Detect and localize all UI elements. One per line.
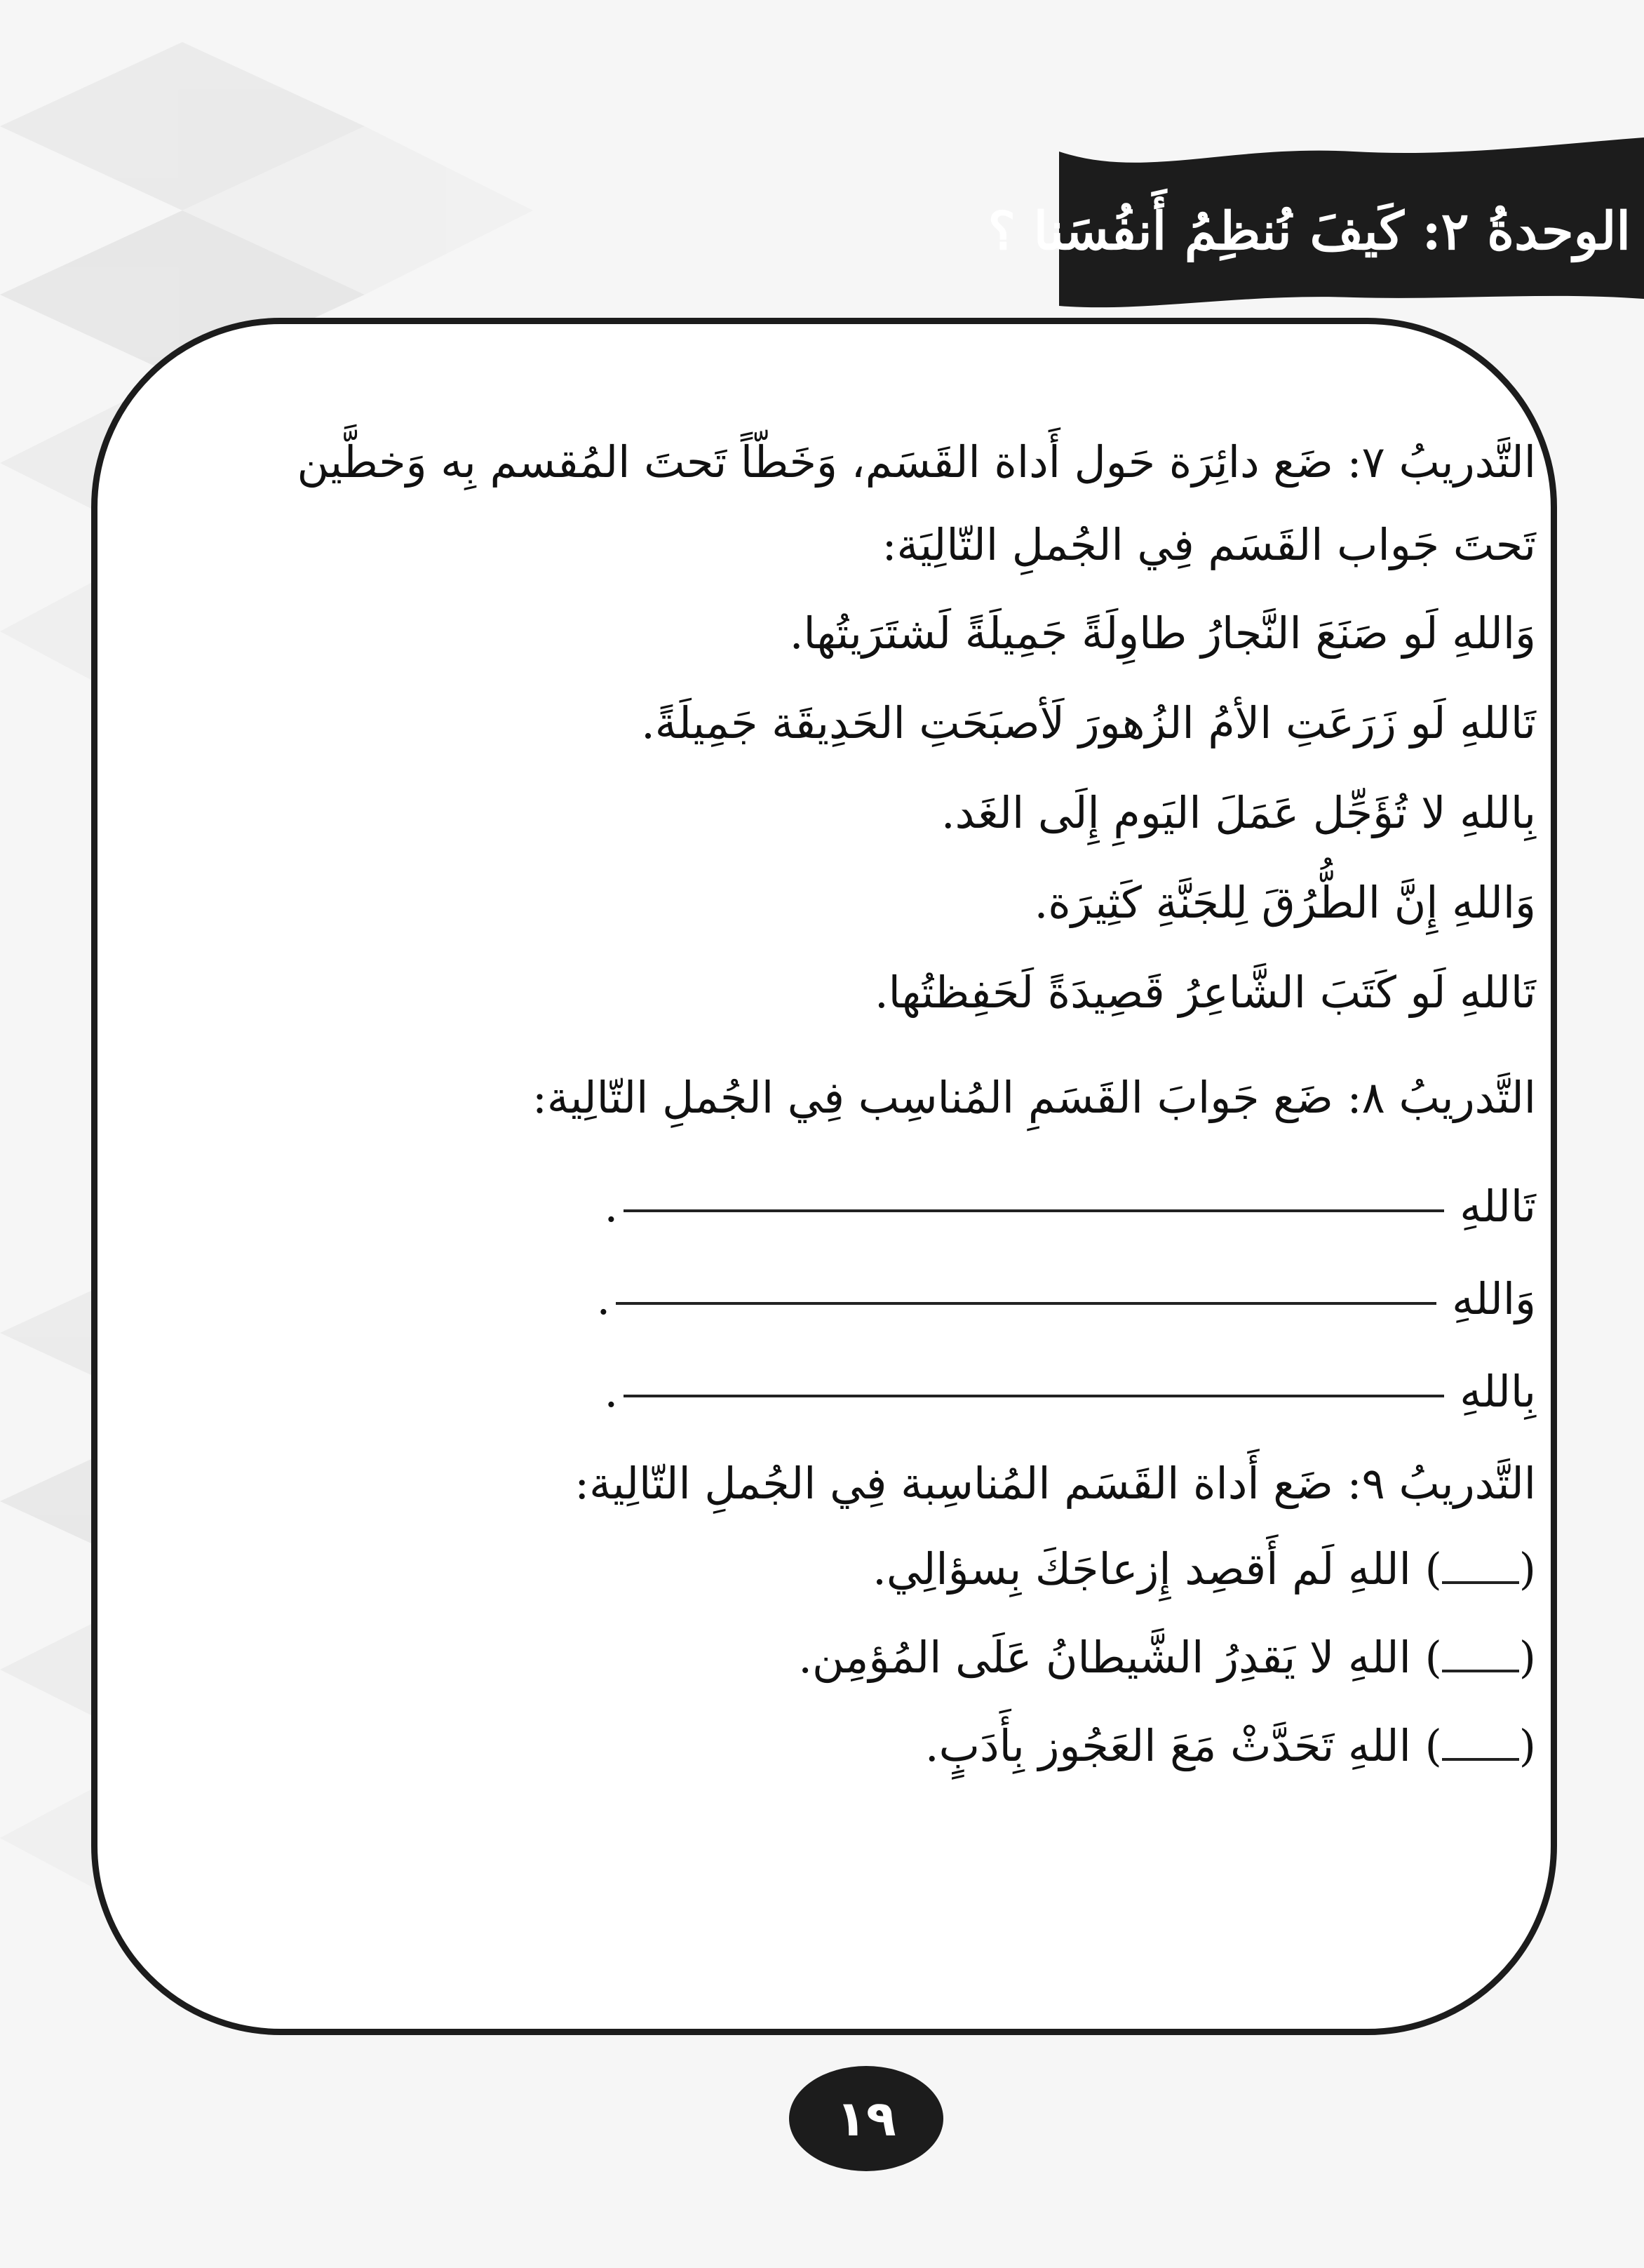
- sentence-period: .: [604, 1181, 619, 1232]
- oath-word: وَاللهِ: [1452, 1273, 1536, 1324]
- close-paren: ): [1424, 1632, 1442, 1683]
- exercise-9-item-1: [231, 1525, 1536, 1613]
- exercise-8-item-3: [231, 1324, 1536, 1417]
- exercise-8-item-2: [231, 1232, 1536, 1324]
- sentence-period: .: [596, 1273, 611, 1324]
- open-paren: (: [1518, 1543, 1536, 1595]
- open-paren: (: [1518, 1720, 1536, 1771]
- exercise-7-sentence-3: بِاللهِ لا تُؤَجِّل عَمَلَ اليَومِ إِلَى الغَد.: [941, 787, 1536, 838]
- exercise-9-title: التَّدريبُ ٩: ضَع أَداة القَسَم المُناسِبة فِي الجُملِ التّالِية:: [574, 1458, 1536, 1509]
- exercise-9-item-3: [231, 1702, 1536, 1790]
- sentence-text: اللهِ لَم أَقصِد إِزعاجَكَ بِسؤالِي.: [872, 1543, 1411, 1595]
- answer-blank[interactable]: [1442, 1730, 1519, 1761]
- exercise-8-item-1: [231, 1139, 1536, 1232]
- exercise-7-title: التَّدريبُ ٧: ضَع دائِرَة حَول أَداة القَسَم، وَخَطّاً تَحتَ المُقسم بِه وَخطَّين تَحتَ جَواب القَسَم فِي الجُملِ التّالِيَة:: [297, 436, 1536, 570]
- exercise-8-title: التَّدريبُ ٨: ضَع جَوابَ القَسَمِ المُناسِب فِي الجُملِ التّالِية:: [532, 1072, 1536, 1123]
- answer-blank[interactable]: [624, 1209, 1444, 1212]
- unit-title: الوحدةُ ٢: كَيفَ نُنظِمُ أَنفُسَنا ؟: [988, 201, 1631, 262]
- exercise-7-sentence-2: تَاللهِ لَو زَرَعَتِ الأمُ الزُهورَ لَأصبَحَتِ الحَدِيقَة جَمِيلَةً.: [641, 697, 1536, 749]
- oath-word: تَاللهِ: [1460, 1181, 1536, 1232]
- sentence-text: اللهِ تَحَدَّثْ مَعَ العَجُوز بِأَدَبٍ.: [924, 1720, 1411, 1771]
- page-number: ١٩: [789, 2066, 943, 2171]
- answer-blank[interactable]: [624, 1395, 1444, 1397]
- exercise-7-sentence-5: تَاللهِ لَو كَتَبَ الشَّاعِرُ قَصِيدَةً لَحَفِظتُها.: [874, 967, 1536, 1018]
- exercise-content: [231, 421, 1536, 1790]
- sentence-period: .: [604, 1366, 619, 1417]
- close-paren: ): [1424, 1543, 1442, 1595]
- open-paren: (: [1518, 1632, 1536, 1683]
- answer-blank[interactable]: [616, 1302, 1436, 1305]
- exercise-7-sentence-1: وَاللهِ لَو صَنَعَ النَّجارُ طاوِلَةً جَمِيلَةً لَشتَرَيتُها.: [789, 608, 1536, 659]
- exercise-7-sentence-4: وَاللهِ إِنَّ الطُّرُقَ لِلجَنَّةِ كَثِيرَة.: [1034, 877, 1536, 928]
- answer-blank[interactable]: [1442, 1642, 1519, 1672]
- answer-blank[interactable]: [1442, 1553, 1519, 1584]
- exercise-9-item-2: [231, 1613, 1536, 1702]
- oath-word: بِاللهِ: [1460, 1366, 1536, 1417]
- close-paren: ): [1424, 1720, 1442, 1771]
- sentence-text: اللهِ لا يَقدِرُ الشَّيطانُ عَلَى المُؤمِن.: [798, 1632, 1411, 1683]
